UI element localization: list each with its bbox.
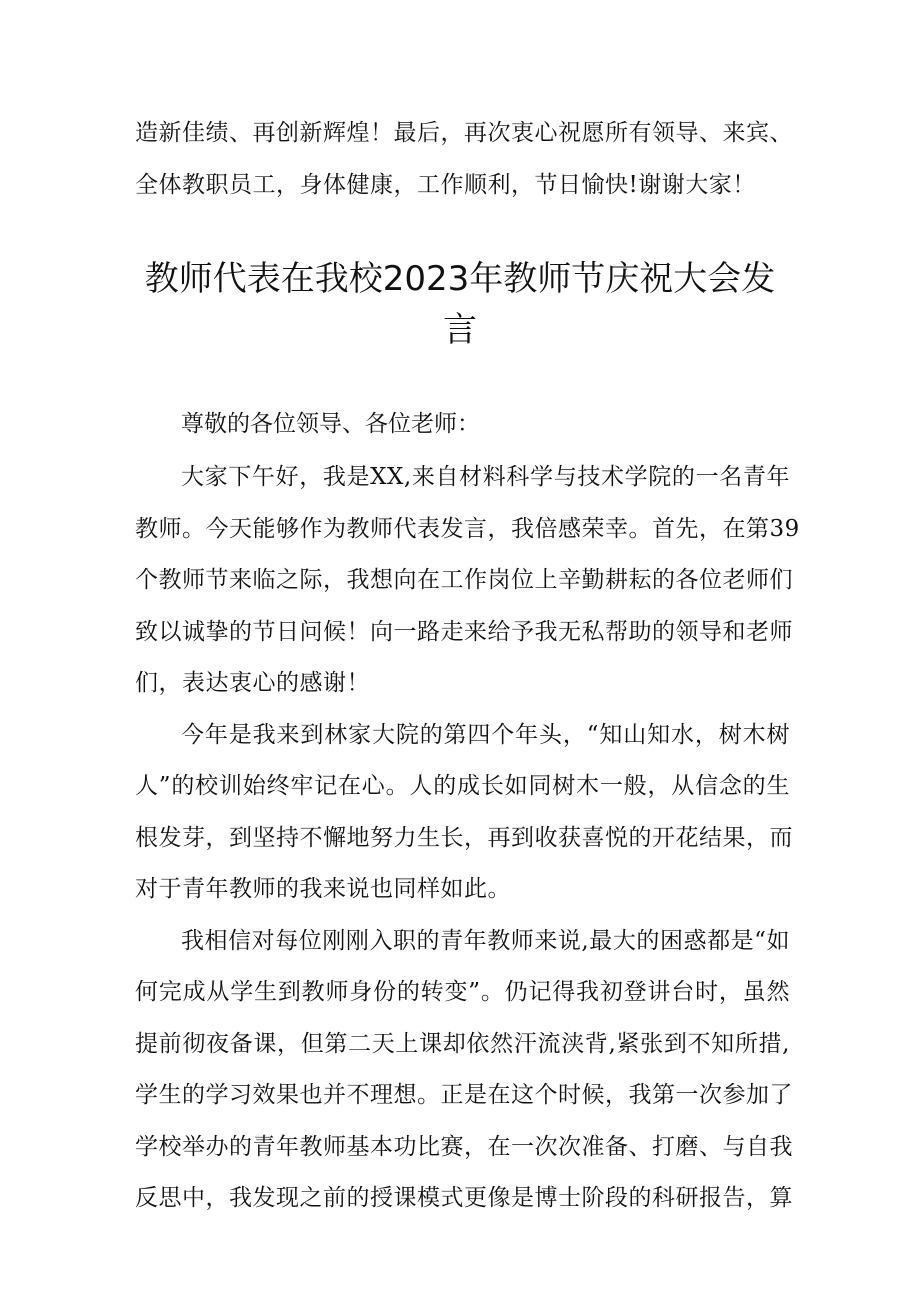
paragraph-3-line: 学校举办的青年教师基本功比赛，在一次次准备、打磨、与自我 bbox=[135, 1134, 793, 1160]
paragraph-1-line: 致以诚挚的节日问候！向一路走来给予我无私帮助的领导和老师 bbox=[135, 619, 793, 645]
salutation: 尊敬的各位领导、各位老师： bbox=[181, 411, 480, 437]
page-title-line-1: 教师代表在我校2023年教师节庆祝大会发 bbox=[144, 259, 776, 299]
paragraph-3-line: 学生的学习效果也并不理想。正是在这个时候，我第一次参加了 bbox=[135, 1082, 793, 1108]
intro-line-2: 全体教职员工，身体健康，工作顺利，节日愉快!谢谢大家！ bbox=[135, 172, 756, 198]
paragraph-2-line: 根发芽，到坚持不懈地努力生长，再到收获喜悦的开花结果，而 bbox=[135, 825, 793, 851]
paragraph-1-line: 教师。今天能够作为教师代表发言，我倍感荣幸。首先，在第39 bbox=[135, 516, 800, 542]
page-title-line-2: 言 bbox=[443, 310, 477, 350]
paragraph-3-line: 提前彻夜备课，但第二天上课却依然汗流浃背,紧张到不知所措, bbox=[135, 1031, 790, 1057]
paragraph-1-line: 个教师节来临之际，我想向在工作岗位上辛勤耕耘的各位老师们 bbox=[135, 567, 793, 593]
intro-line-1: 造新佳绩、再创新辉煌！最后，再次衷心祝愿所有领导、来宾、 bbox=[135, 120, 793, 146]
paragraph-3-line: 我相信对每位刚刚入职的青年教师来说,最大的困惑都是“如 bbox=[181, 928, 790, 954]
paragraph-3-line: 何完成从学生到教师身份的转变”。仍记得我初登讲台时，虽然 bbox=[135, 979, 790, 1005]
paragraph-3-line: 反思中，我发现之前的授课模式更像是博士阶段的科研报告，算 bbox=[135, 1185, 793, 1211]
paragraph-2-line: 人”的校训始终牢记在心。人的成长如同树木一般，从信念的生 bbox=[135, 773, 790, 799]
paragraph-1-line: 们，表达衷心的感谢！ bbox=[135, 670, 370, 696]
paragraph-2-line: 对于青年教师的我来说也同样如此。 bbox=[135, 876, 511, 902]
paragraph-1-line: 大家下午好，我是XX,来自材料科学与技术学院的一名青年 bbox=[181, 464, 790, 490]
paragraph-2-line: 今年是我来到林家大院的第四个年头，“知山知水，树木树 bbox=[181, 722, 790, 748]
